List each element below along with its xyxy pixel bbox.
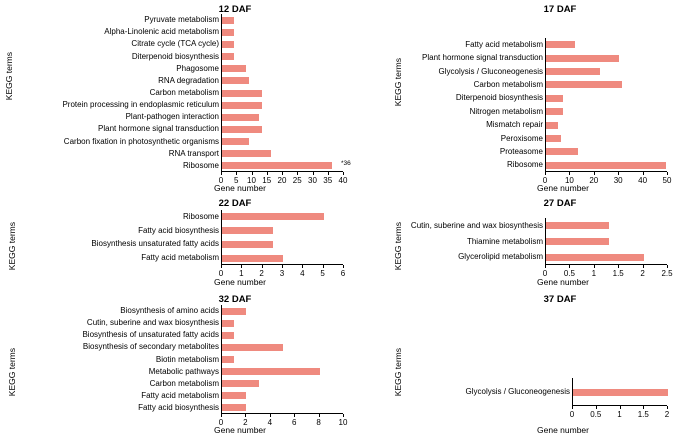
y-axis-label: KEGG terms [4,52,14,101]
category-label: Fatty acid metabolism [141,253,219,263]
x-tick-label: 2 [640,269,645,278]
x-tick-label: 4 [267,418,273,427]
category-label: Fatty acid biosynthesis [138,225,219,235]
bar [222,17,234,24]
x-tick-mark [343,265,344,268]
bar [546,81,622,88]
x-tick-label: 0 [218,269,224,278]
x-tick-mark [572,406,573,409]
x-tick-label: 10 [564,176,574,185]
bar [222,138,249,145]
x-tick-mark [618,265,619,268]
bar [222,53,234,60]
category-label: Proteasome [499,146,543,156]
panel-title: 22 DAF [218,198,252,209]
bar [222,392,246,399]
x-tick-mark [328,172,329,175]
category-label: RNA transport [168,148,219,158]
category-label: Biosynthesis unsaturated fatty acids [91,239,219,249]
category-label: Biosynthesis of unsaturated fatty acids [82,330,219,340]
y-axis-label: KEGG terms [7,348,17,397]
category-label: Ribosome [182,211,219,221]
x-tick-mark [643,172,644,175]
category-label: Fatty acid metabolism [141,390,219,400]
x-tick-mark [319,414,320,417]
category-label: Fatty acid metabolism [465,39,543,49]
category-label: Thiamine metabolism [466,236,543,246]
bar [222,114,259,121]
x-tick-label: 0.5 [590,410,602,419]
bar-annotation: *36 [341,160,351,167]
x-tick-mark [302,265,303,268]
x-tick-mark [618,172,619,175]
x-tick-label: 10 [247,176,256,185]
category-label: Citrate cycle (TCA cycle) [131,39,219,49]
category-label: Mismatch repair [486,120,543,130]
bar [546,55,619,62]
x-tick-label: 50 [662,176,672,185]
category-label: Pyruvate metabolism [144,15,219,25]
x-tick-label: 25 [292,176,302,185]
category-label: RNA degradation [158,75,219,85]
category-label: Carbon fixation in photosynthetic organisms [63,136,219,146]
bar [546,148,578,155]
x-tick-label: 40 [338,176,348,185]
x-tick-label: 0 [218,176,224,185]
x-tick-label: 35 [323,176,333,185]
bar [546,222,609,229]
x-tick-label: 2 [664,410,670,419]
category-label: Protein processing in endoplasmic reticulum [62,100,219,110]
x-tick-label: 5 [320,269,325,278]
x-tick-label: 0 [542,269,548,278]
x-tick-mark [262,265,263,268]
x-tick-mark [252,172,253,175]
category-label: Plant hormone signal transduction [98,124,219,134]
x-tick-label: 15 [262,176,272,185]
x-tick-label: 0 [569,410,575,419]
bar [222,29,234,36]
bar [222,162,332,169]
bar [222,255,283,262]
bar [546,122,558,129]
x-tick-label: 1.5 [637,410,649,419]
panel-title: 17 DAF [543,4,577,15]
category-label: Alpha-Linolenic acid metabolism [104,27,219,37]
category-label: Glycerolipid metabolism [458,252,543,262]
bar [546,41,575,48]
bar [222,404,246,411]
category-label: Peroxisome [500,133,543,143]
bar [222,227,273,234]
bar [222,65,246,72]
x-tick-label: 0 [218,418,224,427]
bar [573,389,668,396]
x-tick-mark [594,172,595,175]
bar [546,95,563,102]
x-tick-mark [241,265,242,268]
x-axis-label: Gene number [537,425,589,435]
category-label: Plant-pathogen interaction [125,112,219,122]
bar [546,162,666,169]
bar [222,77,249,84]
x-tick-label: 10 [338,418,348,427]
panel-title: 27 DAF [543,198,577,209]
bar [546,135,561,142]
bar [222,41,234,48]
x-tick-mark [545,172,546,175]
bar [222,368,320,375]
category-label: Cutin, suberine and wax biosynthesis [410,220,543,230]
x-tick-mark [667,172,668,175]
bar [546,68,600,75]
x-tick-label: 20 [277,176,287,185]
y-axis-label: KEGG terms [393,348,403,397]
category-label: Metabolic pathways [148,366,219,376]
x-tick-mark [545,265,546,268]
panel-title: 32 DAF [218,294,252,305]
bar [222,332,234,339]
bar [222,102,262,109]
x-tick-mark [569,265,570,268]
x-tick-mark [282,265,283,268]
x-tick-mark [313,172,314,175]
category-label: Biosynthesis of amino acids [120,306,219,316]
bar [222,308,246,315]
x-axis-label: Gene number [214,277,266,287]
x-tick-label: 30 [308,176,317,185]
x-tick-mark [270,414,271,417]
category-label: Biotin metabolism [155,354,219,364]
x-tick-mark [343,172,344,175]
x-tick-mark [282,172,283,175]
category-label: Carbon metabolism [149,88,219,97]
bar [222,213,324,220]
x-tick-label: 6 [291,418,297,427]
panel-title: 37 DAF [543,294,577,305]
category-label: Ribosome [506,160,543,170]
bar [222,241,273,248]
category-label: Diterpenoid biosynthesis [131,51,219,61]
x-tick-mark [667,265,668,268]
x-tick-label: 1 [617,410,622,419]
y-axis-label: KEGG terms [393,58,403,107]
x-tick-label: 2 [259,269,264,278]
category-label: Nitrogen metabolism [469,106,543,116]
x-tick-mark [643,406,644,409]
x-tick-label: 5 [234,176,239,185]
category-label: Biosynthesis of secondary metabolites [82,342,219,352]
x-tick-mark [594,265,595,268]
bar [222,90,262,97]
x-tick-label: 8 [316,418,321,427]
category-label: Phagosome [176,63,219,73]
category-label: Diterpenoid biosynthesis [455,93,543,103]
x-tick-label: 0 [542,176,548,185]
x-tick-label: 6 [340,269,346,278]
x-tick-mark [569,172,570,175]
category-label: Cutin, suberine and wax biosynthesis [86,318,219,328]
x-axis-label: Gene number [537,277,589,287]
x-tick-label: 20 [589,176,599,185]
x-axis-label: Gene number [537,183,589,193]
x-tick-mark [236,172,237,175]
x-tick-label: 2.5 [661,269,673,278]
x-tick-mark [221,265,222,268]
x-tick-mark [221,172,222,175]
category-label: Carbon metabolism [473,79,543,89]
category-label: Glycolysis / Gluconeogenesis [438,66,543,76]
x-tick-mark [297,172,298,175]
x-tick-label: 1 [239,269,244,278]
x-tick-label: 1 [591,269,597,278]
bar [546,238,609,245]
x-tick-label: 3 [279,269,285,278]
x-tick-label: 30 [613,176,623,185]
y-axis-label: KEGG terms [7,222,17,271]
x-tick-mark [343,414,344,417]
bar [546,108,563,115]
category-label: Carbon metabolism [149,378,219,388]
x-tick-mark [667,406,668,409]
x-tick-mark [643,265,644,268]
bar [222,126,262,133]
x-tick-label: 0.5 [563,269,575,278]
bar [222,380,259,387]
x-axis-label: Gene number [214,425,266,435]
category-label: Fatty acid biosynthesis [138,402,219,412]
x-tick-label: 40 [638,176,648,185]
bar [222,356,234,363]
bar [222,320,234,327]
x-tick-label: 4 [300,269,305,278]
bar [222,344,283,351]
x-tick-mark [245,414,246,417]
category-label: Plant hormone signal transduction [422,53,543,63]
y-axis-label: KEGG terms [393,222,403,271]
x-tick-mark [323,265,324,268]
x-tick-mark [596,406,597,409]
x-tick-mark [294,414,295,417]
x-tick-label: 2 [243,418,248,427]
x-tick-mark [267,172,268,175]
panel-title: 12 DAF [218,4,252,15]
bar [546,254,644,261]
x-tick-label: 1.5 [612,269,624,278]
x-tick-mark [221,414,222,417]
category-label: Glycolysis / Gluconeogenesis [465,387,570,396]
x-axis-label: Gene number [214,183,266,193]
category-label: Ribosome [182,160,219,170]
bar [222,150,271,157]
x-tick-mark [620,406,621,409]
